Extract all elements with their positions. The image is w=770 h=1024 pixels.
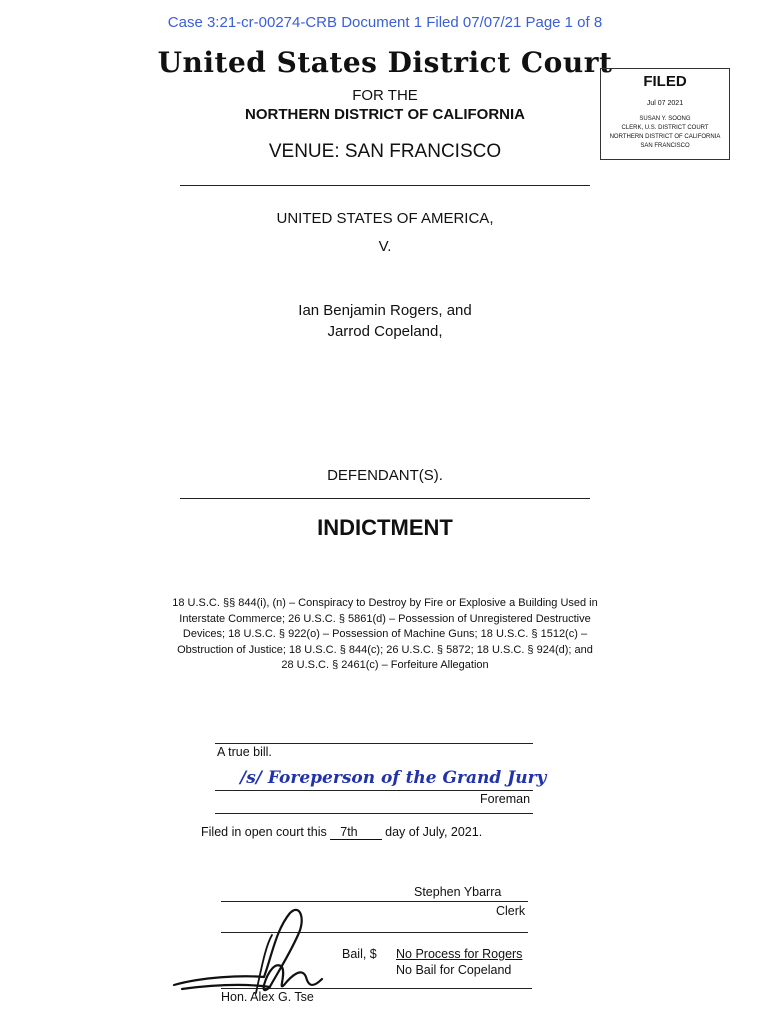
plaintiff: UNITED STATES OF AMERICA, bbox=[276, 210, 494, 227]
defendant-label: DEFENDANT(S). bbox=[327, 467, 443, 484]
stamp-date: Jul 07 2021 bbox=[646, 100, 684, 107]
venue: VENUE: SAN FRANCISCO bbox=[268, 141, 502, 162]
stamp-district: NORTHERN DISTRICT OF CALIFORNIA bbox=[609, 134, 721, 140]
filed-day: 7th bbox=[330, 825, 381, 840]
foreman-line bbox=[215, 813, 533, 814]
clerk-line bbox=[221, 901, 528, 902]
district-name: NORTHERN DISTRICT OF CALIFORNIA bbox=[245, 106, 525, 123]
stamp-title: FILED bbox=[643, 73, 687, 90]
judge-signature bbox=[172, 905, 352, 1000]
filed-prefix: Filed in open court this bbox=[201, 825, 327, 839]
court-title: United States District Court bbox=[157, 46, 613, 79]
defendant-1: Ian Benjamin Rogers, and bbox=[298, 302, 472, 319]
true-bill-line bbox=[215, 743, 533, 744]
judge-name: Hon. Alex G. Tse bbox=[221, 990, 314, 1004]
versus: V. bbox=[378, 238, 392, 255]
divider-top bbox=[180, 185, 590, 186]
divider-bottom bbox=[180, 498, 590, 499]
foreperson-line bbox=[215, 790, 533, 791]
stamp-clerk-title: CLERK, U.S. DISTRICT COURT bbox=[621, 125, 709, 131]
case-header: Case 3:21-cr-00274-CRB Document 1 Filed 07/07/21 Page 1 of 8 bbox=[167, 14, 603, 31]
clerk-name: Stephen Ybarra bbox=[414, 885, 502, 899]
stamp-city: SAN FRANCISCO bbox=[640, 143, 690, 149]
filed-suffix: day of July, 2021. bbox=[385, 825, 483, 839]
filed-open-court bbox=[201, 825, 482, 840]
defendant-2: Jarrod Copeland, bbox=[327, 323, 443, 340]
filed-stamp bbox=[600, 68, 730, 160]
bail-label: Bail, $ bbox=[342, 947, 377, 961]
foreman-label: Foreman bbox=[480, 792, 531, 806]
stamp-clerk-name: SUSAN Y. SOONG bbox=[639, 116, 691, 122]
true-bill-label: A true bill. bbox=[217, 745, 272, 759]
bail-rogers: No Process for Rogers bbox=[396, 947, 523, 961]
clerk-label: Clerk bbox=[496, 904, 526, 918]
for-the-label: FOR THE bbox=[352, 87, 418, 104]
charges-list: 18 U.S.C. §§ 844(i), (n) – Conspiracy to Destroy by Fire or Explosive a Building Used in Interstate Commerce; 26 U.S.C. § 5861(d) – Possession of Unregistered Destructive Devices; 18 U.S.C. § 922(o) – Possession of Machine Guns; 18 U.S.C. § 1512(c) – Obstruction of Justice; 18 U.S.C. § 844(c); 26 U.S.C. § 5872; 18 U.S.C. § 924(d); and 28 U.S.C. § 2461(c) – Forfeiture Allegation bbox=[172, 597, 598, 671]
document-title: INDICTMENT bbox=[317, 515, 453, 540]
bail-copeland: No Bail for Copeland bbox=[396, 963, 512, 977]
foreperson-signature: /s/ Foreperson of the Grand Jury bbox=[240, 768, 547, 788]
